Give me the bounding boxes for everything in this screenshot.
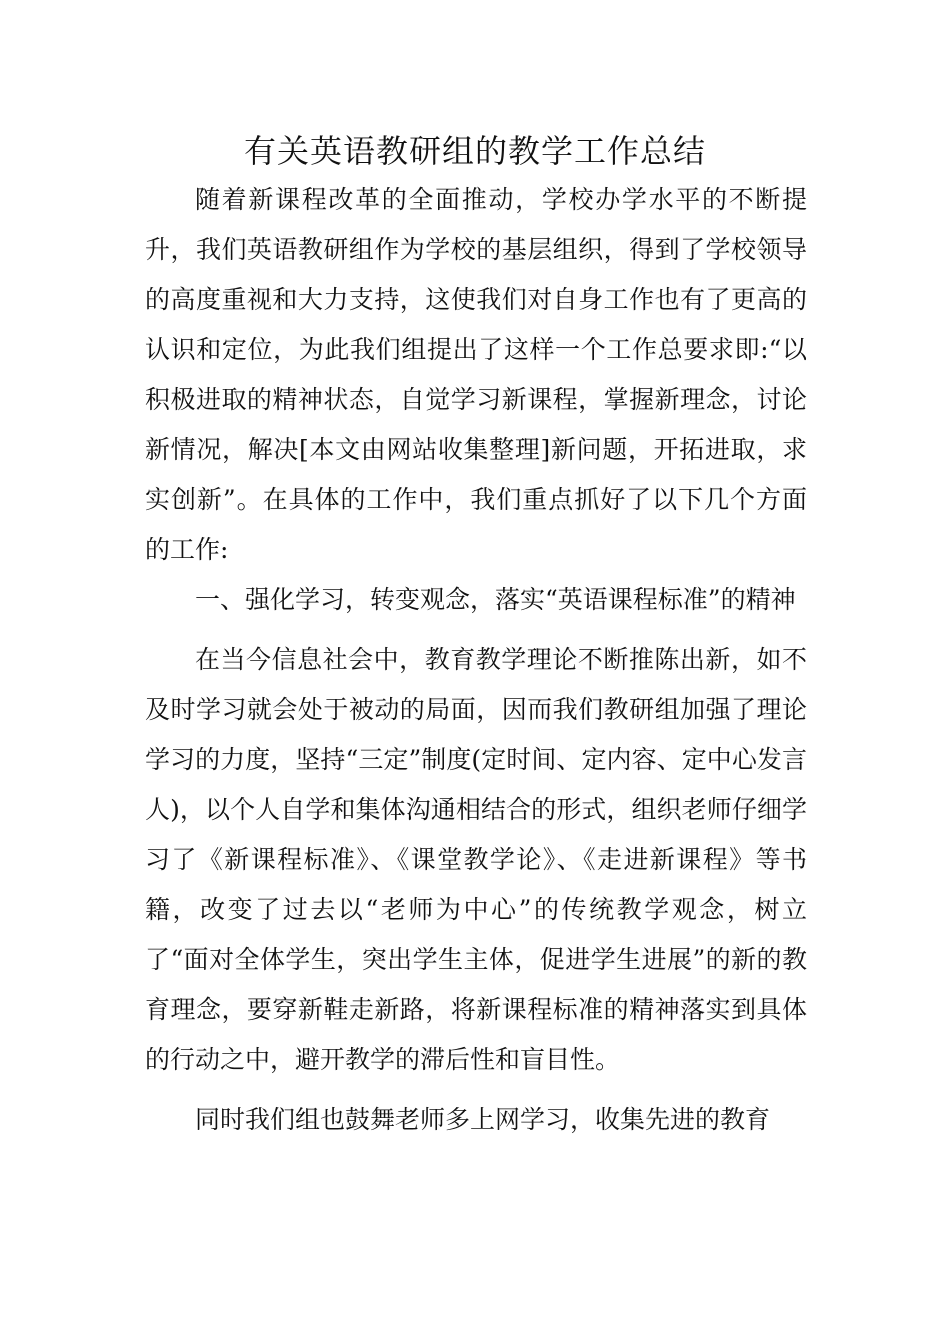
document-title: 有关英语教研组的教学工作总结: [243, 132, 706, 170]
paragraph-intro: 随着新课程改革的全面推动，学校办学水平的不断提升，我们英语教研组作为学校的基层组织，得到了学校领导的高度重视和大力支持，这使我们对自身工作也有了更高的认识和定位，为此我们组提出了这样一个工作总要求即:“以积极进取的精神状态，自觉学习新课程，掌握新理念，讨论新情况，解决[本文由网站收集整理]新问题，开拓进取，求实创新”。在具体的工作中，我们重点抓好了以下几个方面的工作:: [145, 185, 807, 564]
section-heading-1: 一、强化学习，转变观念，落实“英语课程标准”的精神: [195, 585, 796, 614]
paragraph-online-learning: 同时我们组也鼓舞老师多上网学习，收集先进的教育: [195, 1105, 771, 1134]
document-body: [145, 175, 807, 1145]
paragraph-study: 在当今信息社会中，教育教学理论不断推陈出新，如不及时学习就会处于被动的局面，因而我们教研组加强了理论学习的力度，坚持“三定”制度(定时间、定内容、定中心发言人)，以个人自学和集体沟通相结合的形式，组织老师仔细学习了《新课程标准》、《课堂教学论》、《走进新课程》等书籍，改变了过去以“老师为中心”的传统教学观念，树立了“面对全体学生，突出学生主体，促进学生进展”的新的教育理念，要穿新鞋走新路，将新课程标准的精神落实到具体的行动之中，避开教学的滞后性和盲目性。: [145, 645, 807, 1074]
